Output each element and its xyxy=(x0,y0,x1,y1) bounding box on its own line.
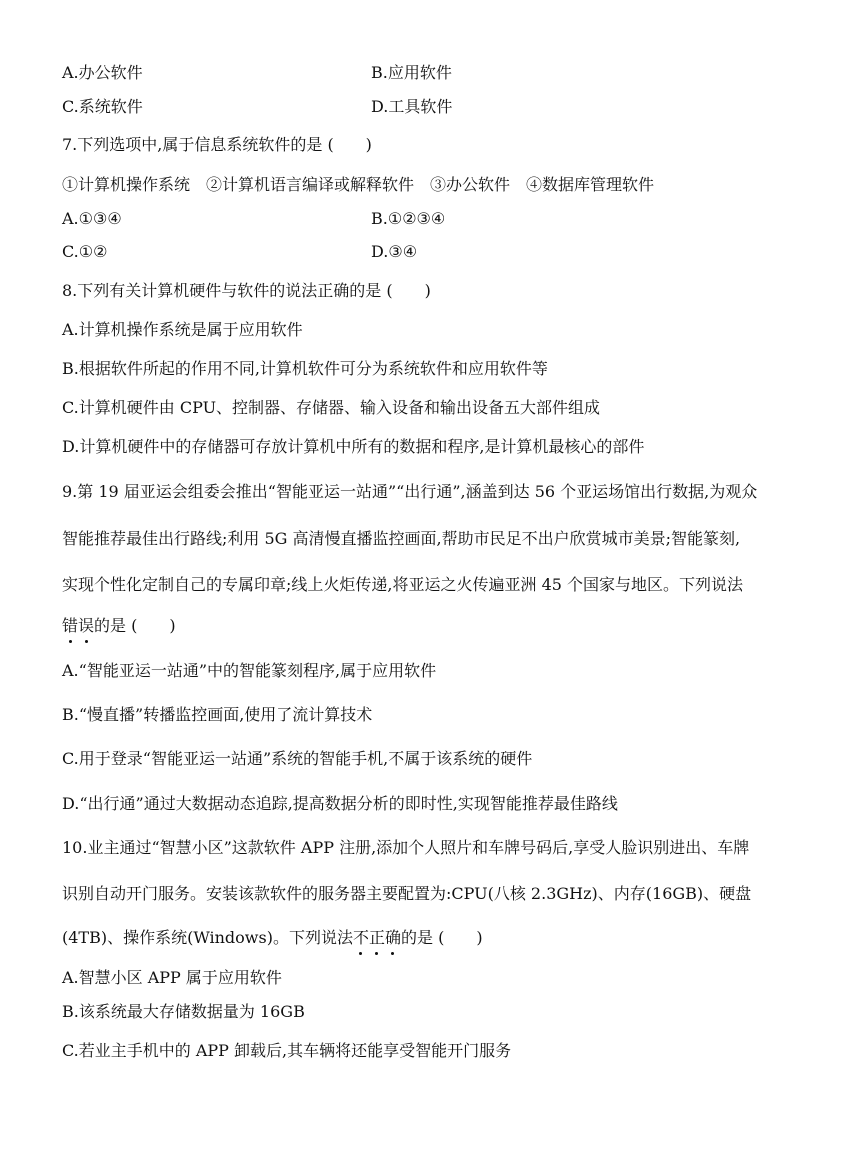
q6-option-c: C.系统软件 xyxy=(62,97,143,116)
q9-stem-line-1: 9.第 19 届亚运会组委会推出“智能亚运一站通”“出行通”,涵盖到达 56 个亚运场馆出行数据,为观众 xyxy=(62,482,758,501)
q8-option-d: D.计算机硬件中的存储器可存放计算机中所有的数据和程序,是计算机最核心的部件 xyxy=(62,437,645,456)
q8-option-a: A.计算机操作系统是属于应用软件 xyxy=(62,320,303,339)
q9-stem-line-4 xyxy=(62,615,176,637)
q9-option-c: C.用于登录“智能亚运一站通”系统的智能手机,不属于该系统的硬件 xyxy=(62,749,533,768)
q10-stem-tail: 的是 ( ) xyxy=(401,928,483,947)
q9-stem-line-2: 智能推荐最佳出行路线;利用 5G 高清慢直播监控画面,帮助市民足不出户欣赏城市美景;智能篆刻, xyxy=(62,529,741,548)
q10-option-c: C.若业主手机中的 APP 卸载后,其车辆将还能享受智能开门服务 xyxy=(62,1041,512,1060)
q8-option-c: C.计算机硬件由 CPU、控制器、存储器、输入设备和输出设备五大部件组成 xyxy=(62,398,601,417)
q6-option-a: A.办公软件 xyxy=(62,63,143,82)
q10-option-a: A.智慧小区 APP 属于应用软件 xyxy=(62,968,282,987)
emphasis-char: 不 xyxy=(352,928,369,947)
q6-option-d: D.工具软件 xyxy=(371,97,453,116)
q6-option-b: B.应用软件 xyxy=(371,63,452,82)
q9-option-a: A.“智能亚运一站通”中的智能篆刻程序,属于应用软件 xyxy=(62,661,437,680)
q9-option-b: B.“慢直播”转播监控画面,使用了流计算技术 xyxy=(62,705,373,724)
emphasis-char: 误 xyxy=(78,616,95,635)
q8-option-b: B.根据软件所起的作用不同,计算机软件可分为系统软件和应用软件等 xyxy=(62,359,548,378)
emphasis-char: 正 xyxy=(368,928,385,947)
q7-items: ①计算机操作系统 ②计算机语言编译或解释软件 ③办公软件 ④数据库管理软件 xyxy=(62,175,655,194)
emphasis-char: 确 xyxy=(384,928,401,947)
q7-option-d: D.③④ xyxy=(371,242,418,261)
q10-stem-head: (4TB)、操作系统(Windows)。下列说法 xyxy=(62,928,353,947)
q7-option-a: A.①③④ xyxy=(62,209,122,228)
q7-option-c: C.①② xyxy=(62,242,108,261)
q9-stem-tail: 的是 ( ) xyxy=(94,616,176,635)
q9-stem-line-3: 实现个性化定制自己的专属印章;线上火炬传递,将亚运之火传遍亚洲 45 个国家与地区。下列说法 xyxy=(62,575,744,594)
q7-stem: 7.下列选项中,属于信息系统软件的是 ( ) xyxy=(62,135,372,154)
q10-stem-line-2: 识别自动开门服务。安装该款软件的服务器主要配置为:CPU(八核 2.3GHz)、内存(16GB)、硬盘 xyxy=(62,884,752,903)
q9-option-d: D.“出行通”通过大数据动态追踪,提高数据分析的即时性,实现智能推荐最佳路线 xyxy=(62,794,618,813)
q10-stem-line-3 xyxy=(62,927,483,949)
q10-option-b: B.该系统最大存储数据量为 16GB xyxy=(62,1002,305,1021)
q8-stem: 8.下列有关计算机硬件与软件的说法正确的是 ( ) xyxy=(62,281,431,300)
emphasis-char: 错 xyxy=(62,616,79,635)
q7-option-b: B.①②③④ xyxy=(371,209,446,228)
q10-stem-line-1: 10.业主通过“智慧小区”这款软件 APP 注册,添加个人照片和车牌号码后,享受人脸识别进出、车牌 xyxy=(62,838,750,857)
